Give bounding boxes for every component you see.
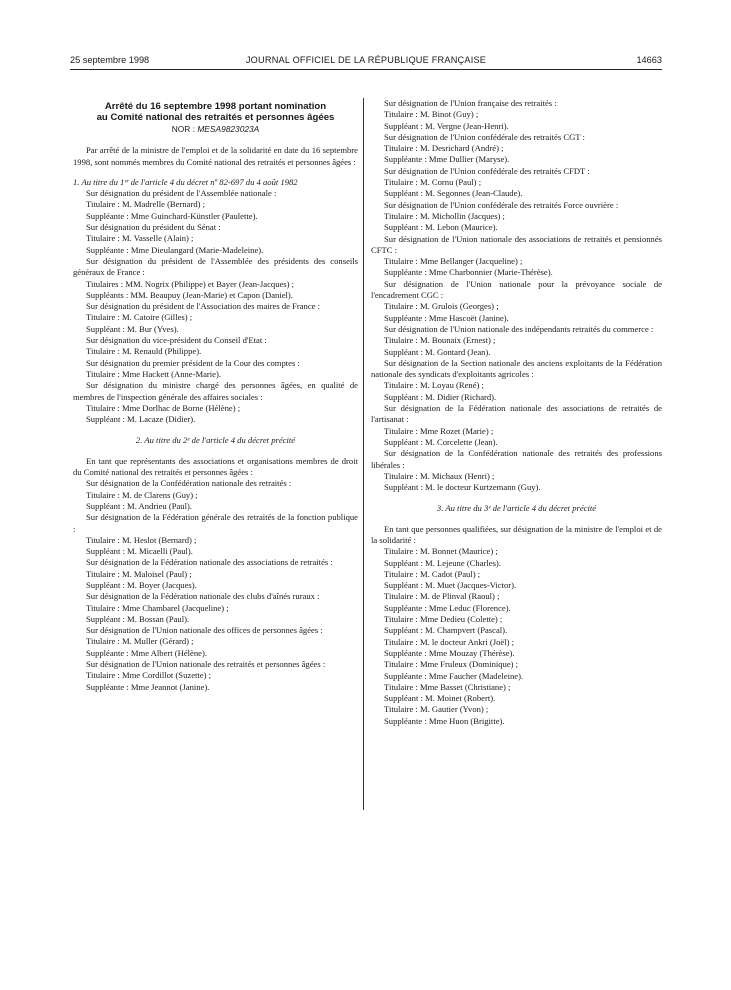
text-line: Suppléant : M. Moinet (Robert). — [384, 693, 496, 704]
text-line: Suppléante : Mme Huon (Brigitte). — [384, 715, 505, 726]
text-line: Titulaire : M. Heslot (Bernard) ; — [86, 534, 197, 545]
text-line: Suppléant : M. Didier (Richard). — [384, 391, 497, 402]
text-line: Suppléant : M. Corcelette (Jean). — [384, 436, 498, 447]
text-line: Titulaire : Mme Hackett (Anne-Marie). — [86, 368, 221, 379]
text-line: Titulaire : Mme Rozet (Marie) ; — [384, 425, 494, 436]
text-line: Sur désignation de l'Union confédérale des retraités Force ouvrière : — [384, 199, 619, 210]
nor-reference — [73, 124, 358, 135]
text-line: Titulaire : M. Vasselle (Alain) ; — [86, 233, 194, 244]
text-line: Titulaire : M. Muller (Gérard) ; — [86, 636, 194, 647]
text-line: Sur désignation de la Fédération générale des retraités de la fonction publique : — [73, 512, 358, 534]
text-line: Sur désignation de l'Union nationale des indépendants retraités du commerce : — [384, 323, 654, 334]
text-line: Suppléante : Mme Hascoët (Janine). — [384, 312, 509, 323]
text-line: Titulaire : Mme Cordillot (Suzette) ; — [86, 670, 211, 681]
text-line: Sur désignation de la Fédération nationale des associations de retraités : — [86, 557, 333, 568]
right-column-body — [371, 98, 662, 727]
text-line: Titulaire : M. Bonnet (Maurice) ; — [384, 546, 498, 557]
page-header — [70, 55, 662, 69]
nor-label: NOR : — [171, 124, 195, 134]
column-divider — [363, 98, 364, 810]
section-heading: 2. Au titre du 2ᵉ de l'article 4 du décret précité — [135, 435, 296, 446]
text-line: Titulaire : M. Michaux (Henri) ; — [384, 470, 495, 481]
text-line: Suppléante : Mme Leduc (Florence). — [384, 602, 511, 613]
section-heading: 3. Au titre du 3ᵉ de l'article 4 du décret précité — [436, 503, 597, 514]
text-line: Suppléante : Mme Dullier (Maryse). — [384, 154, 510, 165]
text-line: Titulaire : M. de Plinval (Raoul) ; — [384, 591, 500, 602]
text-line: Titulaire : M. Loyau (René) ; — [384, 380, 484, 391]
text-line: Titulaire : M. Catoire (Gilles) ; — [86, 312, 193, 323]
text-line: Suppléant : M. Lebon (Maurice). — [384, 222, 498, 233]
decree-title-line-2: au Comité national des retraités et personnes âgées — [96, 112, 335, 123]
text-line: Sur désignation du premier président de la Cour des comptes : — [86, 357, 300, 368]
text-line: Sur désignation de l'Union nationale des offices de personnes âgées : — [86, 625, 323, 636]
text-line: Sur désignation du président du Sénat : — [86, 222, 221, 233]
text-line: Titulaire : M. de Clarens (Guy) ; — [86, 489, 198, 500]
nor-code: MESA9823023A — [197, 124, 260, 134]
text-line: Suppléant : M. Lejeune (Charles). — [384, 557, 501, 568]
text-line: Sur désignation de la Confédération nationale des retraités des professions libérales : — [371, 448, 662, 470]
text-line: Titulaire : M. Renauld (Philippe). — [86, 346, 202, 357]
text-line: Titulaire : M. le docteur Ankri (Joël) ; — [384, 636, 515, 647]
text-line: Suppléant : M. Vergne (Jean-Henri). — [384, 120, 509, 131]
text-line: Titulaires : MM. Nogrix (Philippe) et Bayer (Jean-Jacques) ; — [86, 278, 295, 289]
text-line: Sur désignation de la Fédération nationale des clubs d'aînés ruraux : — [86, 591, 320, 602]
text-line: Titulaire : M. Gautier (Yvon) ; — [384, 704, 489, 715]
text-line: Suppléant : M. Bossan (Paul). — [86, 613, 190, 624]
text-line: Sur désignation du vice-président du Conseil d'Etat : — [86, 335, 267, 346]
right-column — [371, 98, 662, 727]
section-heading: 1. Au titre du 1ᵉʳ de l'article 4 du décret nº 82-697 du 4 août 1982 — [73, 176, 298, 187]
text-line: Sur désignation de l'Union confédérale des retraités CGT : — [384, 131, 585, 142]
text-line: Suppléante : Mme Jeannot (Janine). — [86, 681, 210, 692]
text-line: Titulaire : M. Bounaix (Ernest) ; — [384, 335, 496, 346]
text-line: En tant que représentants des associations et organisations membres de droit du Comité national des retraités et personnes âgées : — [73, 455, 358, 478]
text-line: En tant que personnes qualifiées, sur désignation de la ministre de l'emploi et de la solidarité : — [371, 523, 662, 545]
text-line: Titulaire : Mme Dorlhac de Borne (Hélène) ; — [86, 402, 241, 413]
text-line: Suppléants : MM. Beaupuy (Jean-Marie) et Capon (Daniel). — [86, 289, 293, 300]
text-line: Suppléant : M. Muet (Jacques-Victor). — [384, 580, 517, 591]
text-line: Suppléante : Mme Faucher (Madeleine). — [384, 670, 524, 681]
text-line: Titulaire : Mme Basset (Christiane) ; — [384, 681, 511, 692]
text-line: Suppléant : M. Segonnes (Jean-Claude). — [384, 188, 523, 199]
text-line: Suppléante : Mme Mouzay (Thérèse). — [384, 647, 515, 658]
text-line: Suppléant : M. Lacaze (Didier). — [86, 414, 196, 425]
text-line: Titulaire : M. Maloisel (Paul) ; — [86, 568, 192, 579]
header-journal-title: JOURNAL OFFICIEL DE LA RÉPUBLIQUE FRANÇAISE — [245, 55, 487, 65]
text-line: Sur désignation de l'Union française des retraités : — [384, 98, 557, 108]
text-line: Suppléant : M. Micaelli (Paul). — [86, 546, 193, 557]
text-line: Titulaire : M. Cadot (Paul) ; — [384, 568, 481, 579]
text-line: Sur désignation de la Section nationale des anciens exploitants de la Fédération nationale des syndicats d'exploitants agricoles : — [371, 357, 662, 380]
text-line: Titulaire : M. Desrichard (André) ; — [384, 143, 504, 154]
text-line: Titulaire : Mme Dedieu (Colette) ; — [384, 614, 503, 625]
text-line: Sur désignation du président de l'Assemblée des présidents des conseils généraux de France : — [73, 255, 358, 278]
text-line: Titulaire : M. Cornu (Paul) ; — [384, 177, 482, 188]
text-line: Suppléant : M. Champvert (Pascal). — [384, 625, 508, 636]
text-line: Sur désignation du président de l'Assemblée nationale : — [86, 188, 277, 199]
text-line: Suppléante : Mme Albert (Hélène). — [86, 647, 207, 658]
text-line: Sur désignation de l'Union nationale pour la prévoyance sociale de l'encadrement CGC : — [371, 278, 662, 301]
decree-title-line-1: Arrêté du 16 septembre 1998 portant nomination — [104, 101, 327, 112]
text-line: Titulaire : M. Michollin (Jacques) ; — [384, 210, 505, 221]
left-column-body — [73, 177, 358, 693]
header-rule — [70, 69, 662, 70]
text-line: Sur désignation de la Fédération nationale des associations de retraités de l'artisanat : — [371, 403, 662, 425]
text-line: Sur désignation du président de l'Association des maires de France : — [86, 301, 321, 312]
text-line: Sur désignation de l'Union nationale des retraités et personnes âgées : — [86, 659, 326, 670]
text-line: Titulaire : M. Madrelle (Bernard) ; — [86, 199, 206, 210]
text-line: Titulaire : Mme Chambarel (Jacqueline) ; — [86, 602, 229, 613]
text-line: Titulaire : M. Grulois (Georges) ; — [384, 301, 499, 312]
text-line: Suppléant : M. Boyer (Jacques). — [86, 579, 197, 590]
header-page-number: 14663 — [636, 55, 662, 65]
text-line: Suppléante : Mme Guinchard-Künstler (Paulette). — [86, 210, 258, 221]
text-line: Suppléant : M. Gontard (Jean). — [384, 346, 491, 357]
header-date: 25 septembre 1998 — [70, 55, 150, 65]
text-line: Suppléant : M. Bur (Yves). — [86, 323, 179, 334]
text-line: Titulaire : Mme Fruleux (Dominique) ; — [384, 659, 519, 670]
left-column — [73, 101, 358, 693]
text-line: Sur désignation du ministre chargé des personnes âgées, en qualité de membres de l'inspection générale des affaires sociales : — [73, 380, 358, 402]
text-line: Titulaire : Mme Bellanger (Jacqueline) ; — [384, 256, 523, 267]
text-line: Suppléante : Mme Dieulangard (Marie-Madeleine). — [86, 244, 264, 255]
text-line: Suppléant : M. le docteur Kurtzemann (Guy). — [384, 482, 541, 493]
text-line: Sur désignation de l'Union nationale des associations de retraités et pensionnés CFTC : — [371, 233, 662, 255]
intro-paragraph: Par arrêté de la ministre de l'emploi et de la solidarité en date du 16 septembre 1998, sont nommés membres du Comité national des retraités et personnes âgées : — [73, 145, 358, 167]
text-line: Sur désignation de l'Union confédérale des retraités CFDT : — [384, 165, 590, 176]
text-line: Suppléante : Mme Charbonnier (Marie-Thérèse). — [384, 267, 553, 278]
text-line: Suppléant : M. Andrieu (Paul). — [86, 500, 192, 511]
text-line: Sur désignation de la Confédération nationale des retraités : — [86, 478, 292, 489]
text-line: Titulaire : M. Binot (Guy) ; — [384, 109, 479, 120]
